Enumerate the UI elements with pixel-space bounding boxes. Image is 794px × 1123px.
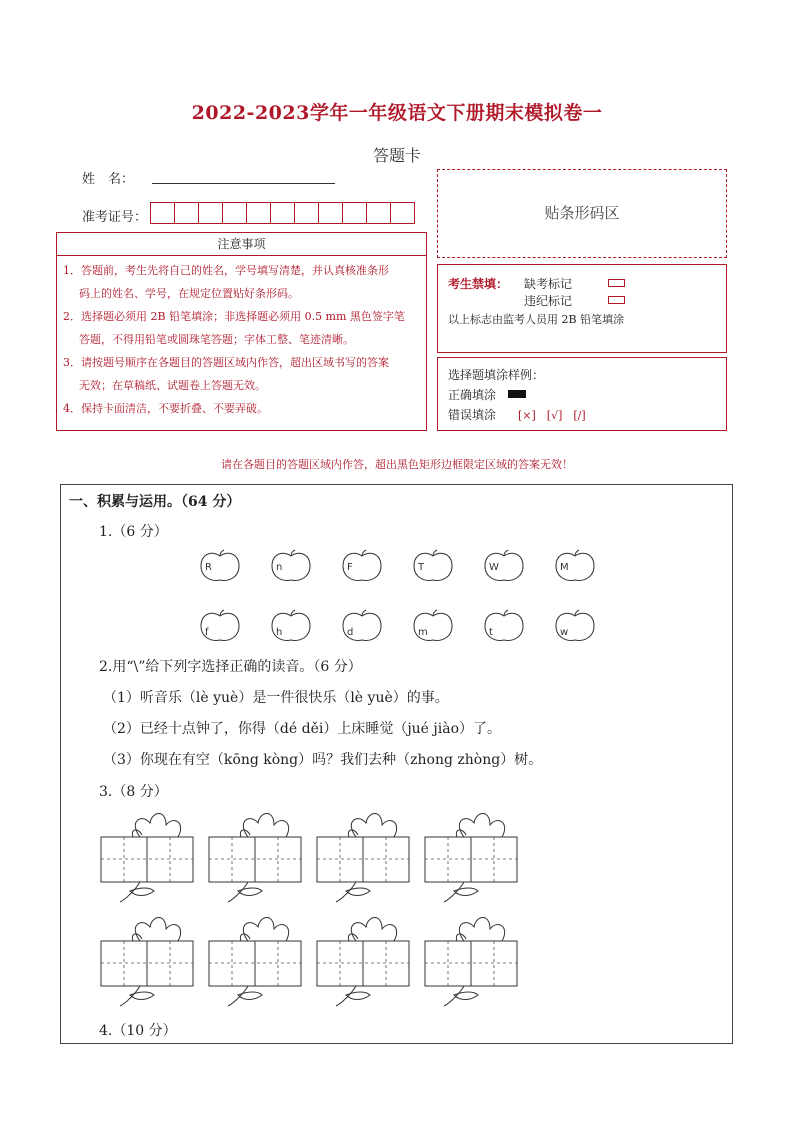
correct-fill-label: 正确填涂 — [448, 388, 497, 402]
apple-letter: T — [418, 562, 425, 573]
apple-letter: h — [276, 627, 283, 638]
question-2-label: 2.用“\”给下列字选择正确的读音。（6 分） — [99, 659, 362, 675]
answer-area-warning: 请在各题目的答题区域内作答，超出黑色矩形边框限定区域的答案无效！ — [221, 458, 573, 471]
apple-item[interactable] — [341, 609, 383, 643]
apple-item[interactable] — [412, 549, 454, 583]
sample-box — [437, 357, 727, 431]
correct-fill-sample — [508, 390, 526, 398]
apple-letter: m — [418, 627, 428, 638]
question-2-line: （1）听音乐（lè yuè）是一件很快乐（lè yuè）的事。 — [103, 690, 449, 706]
absent-label: 缺考标记 — [524, 277, 573, 291]
forbid-label: 考生禁填： — [448, 277, 509, 291]
apple-item[interactable] — [199, 549, 241, 583]
absent-mark[interactable] — [608, 279, 625, 287]
flower-writing-grid[interactable] — [316, 907, 416, 1011]
apple-letter: w — [560, 627, 569, 638]
question-2-line: （3）你现在有空（kōng kòng）吗？我们去种（zhong zhòng）树。 — [103, 752, 543, 768]
apple-item[interactable] — [412, 609, 454, 643]
id-number-boxes[interactable] — [150, 202, 414, 224]
page-subtitle: 答题卡 — [372, 146, 421, 165]
apple-item[interactable] — [483, 549, 525, 583]
name-field[interactable] — [152, 182, 335, 184]
apple-item[interactable] — [554, 549, 596, 583]
answer-area — [60, 484, 733, 1044]
flower-writing-grid[interactable] — [316, 803, 416, 907]
notes-heading: 注意事项 — [57, 233, 426, 256]
id-digit-box[interactable] — [222, 202, 247, 224]
apple-letter: R — [205, 562, 212, 573]
apple-letter: t — [489, 627, 493, 638]
note-line: 答题，不得用铅笔或圆珠笔答题；字体工整、笔迹清晰。 — [79, 333, 354, 346]
apple-item[interactable] — [554, 609, 596, 643]
barcode-label: 贴条形码区 — [544, 204, 620, 222]
apple-item[interactable] — [341, 549, 383, 583]
notes-box — [56, 232, 427, 431]
note-line: 3．请按题号顺序在各题目的答题区域内作答，超出区域书写的答案 — [63, 356, 389, 369]
question-3-label: 3.（8 分） — [99, 784, 168, 800]
id-digit-box[interactable] — [270, 202, 295, 224]
page-title: 2022-2023学年一年级语文下册期末模拟卷一 — [191, 102, 603, 124]
forbid-note: 以上标志由监考人员用 2B 铅笔填涂 — [448, 313, 625, 326]
apple-item[interactable] — [270, 609, 312, 643]
flower-writing-grid[interactable] — [100, 803, 200, 907]
apple-item[interactable] — [483, 609, 525, 643]
name-label: 姓 名： — [82, 172, 135, 187]
barcode-area — [437, 169, 727, 258]
wrong-fill-samples: [×] [√] [/] — [518, 409, 586, 422]
id-digit-box[interactable] — [294, 202, 319, 224]
id-digit-box[interactable] — [246, 202, 271, 224]
id-digit-box[interactable] — [174, 202, 199, 224]
apple-letter: M — [560, 562, 569, 573]
apple-letter: d — [347, 627, 354, 638]
id-digit-box[interactable] — [342, 202, 367, 224]
note-line: 1．答题前，考生先将自己的姓名，学号填写清楚，并认真核准条形 — [63, 264, 389, 277]
id-digit-box[interactable] — [150, 202, 175, 224]
flower-writing-grid[interactable] — [424, 803, 524, 907]
apple-letter: W — [489, 562, 499, 573]
flower-writing-grid[interactable] — [208, 803, 308, 907]
note-line: 2．选择题必须用 2B 铅笔填涂；非选择题必须用 0.5 mm 黑色签字笔 — [63, 310, 405, 323]
violation-mark[interactable] — [608, 296, 625, 304]
flower-writing-grid[interactable] — [100, 907, 200, 1011]
id-digit-box[interactable] — [198, 202, 223, 224]
question-2-line: （2）已经十点钟了，你得（dé děi）上床睡觉（jué jiào）了。 — [103, 721, 502, 737]
apple-letter: F — [347, 562, 353, 573]
id-digit-box[interactable] — [318, 202, 343, 224]
violation-label: 违纪标记 — [524, 294, 573, 308]
forbid-box — [437, 264, 727, 353]
question-1-label: 1.（6 分） — [99, 524, 168, 540]
wrong-fill-label: 错误填涂 — [448, 408, 497, 422]
apple-item[interactable] — [199, 609, 241, 643]
apple-letter: n — [276, 562, 283, 573]
apple-letter: f — [205, 627, 209, 638]
note-line: 码上的姓名、学号，在规定位置贴好条形码。 — [79, 287, 299, 300]
question-4-label: 4.（10 分） — [99, 1023, 177, 1039]
note-line: 4．保持卡面清洁，不要折叠、不要弄破。 — [63, 402, 268, 415]
id-label: 准考证号： — [82, 210, 148, 225]
apple-item[interactable] — [270, 549, 312, 583]
flower-writing-grid[interactable] — [208, 907, 308, 1011]
note-line: 无效；在草稿纸、试题卷上答题无效。 — [79, 379, 266, 392]
flower-writing-grid[interactable] — [424, 907, 524, 1011]
sample-label: 选择题填涂样例： — [448, 368, 545, 382]
id-digit-box[interactable] — [390, 202, 415, 224]
id-digit-box[interactable] — [366, 202, 391, 224]
section-heading: 一、积累与运用。（64 分） — [69, 494, 241, 510]
